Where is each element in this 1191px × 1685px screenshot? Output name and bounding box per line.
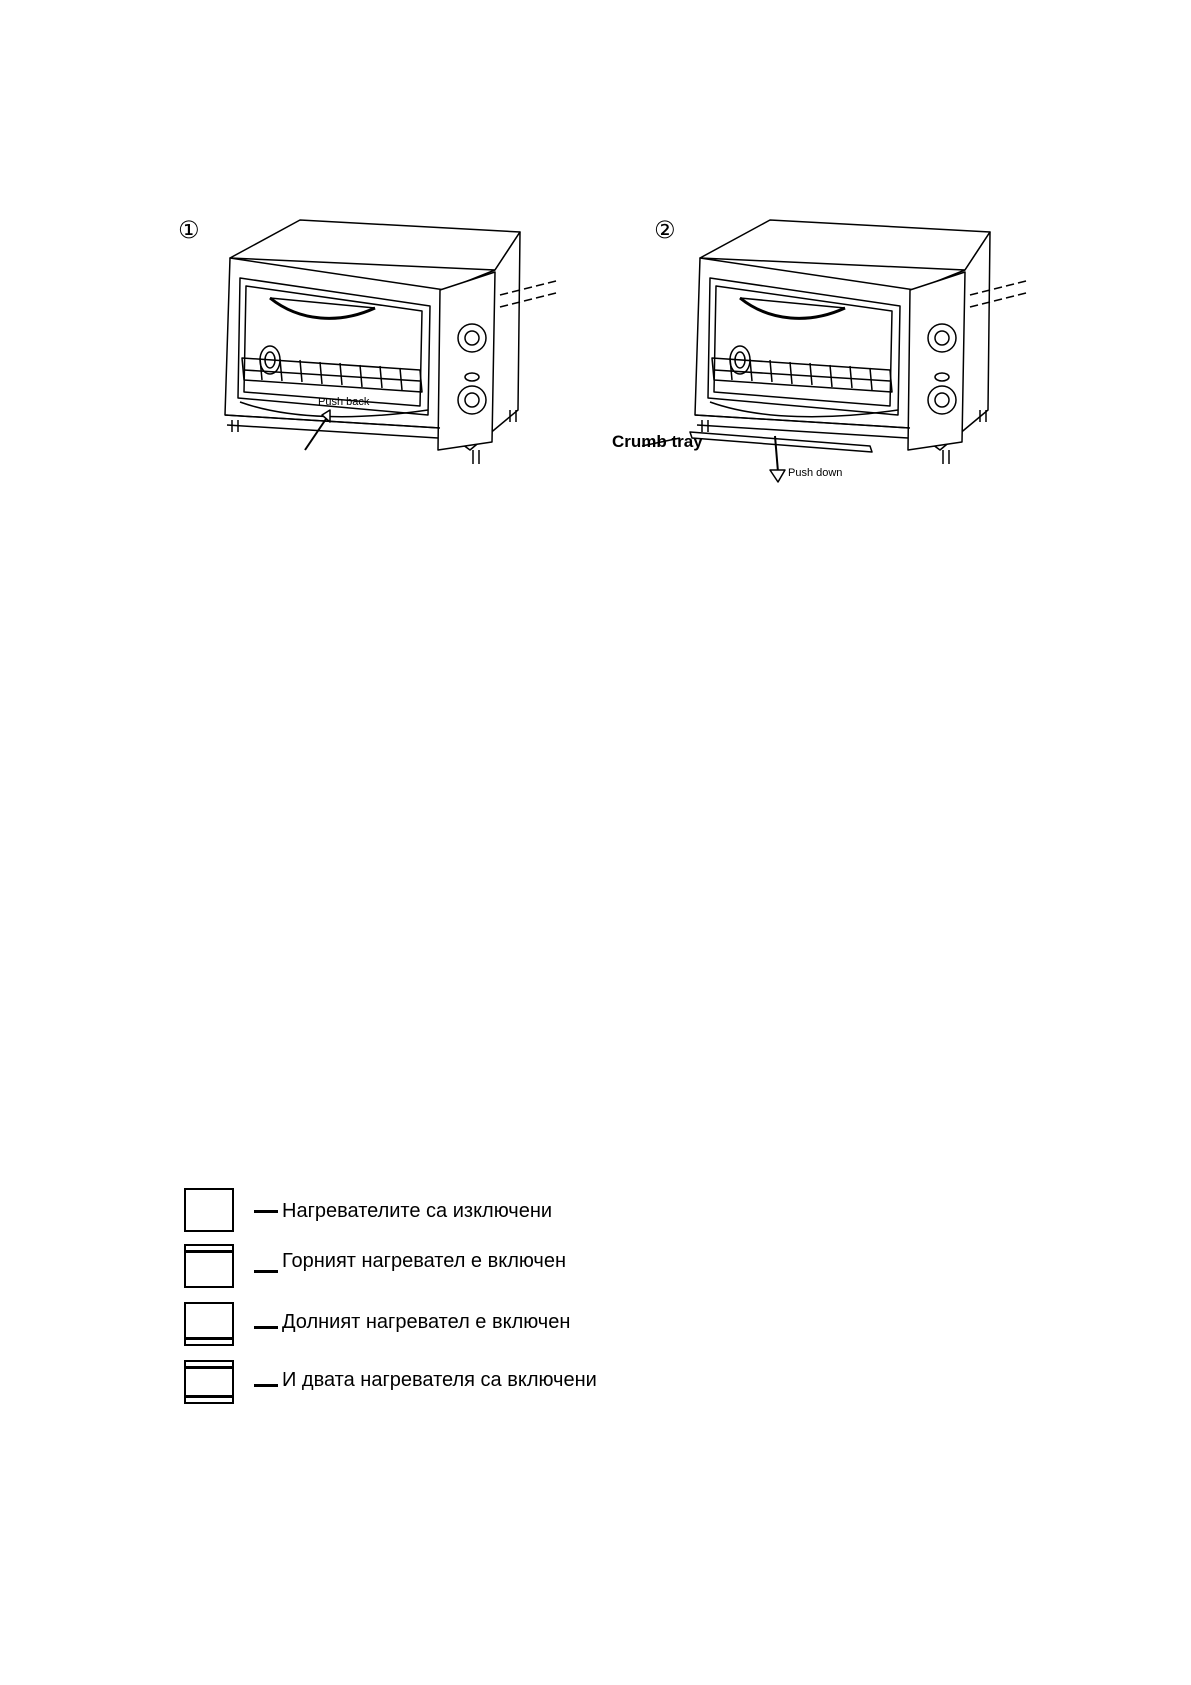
legend-dash (254, 1384, 278, 1387)
bottom-heater-on-icon (184, 1302, 234, 1346)
oven-figure-1 (170, 210, 570, 500)
toaster-oven-crumb-tray-illustration (610, 210, 1030, 500)
legend-text-top: Горният нагревател е включен (282, 1250, 567, 1272)
legend-row-bottom (184, 1302, 744, 1354)
push-down-label: Push down (788, 467, 843, 479)
step-number-2: ② (654, 216, 676, 244)
oven-figure-2 (610, 210, 1030, 500)
step-number-1: ① (178, 216, 200, 244)
toaster-oven-illustration (170, 210, 570, 500)
heaters-off-icon (184, 1188, 234, 1232)
legend-dash (254, 1210, 278, 1213)
top-heater-on-icon (184, 1244, 234, 1288)
push-back-label: Push back (318, 396, 370, 408)
legend-row-off (184, 1188, 744, 1240)
legend-dash (254, 1270, 278, 1273)
legend-row-both (184, 1360, 744, 1412)
legend-row-top (184, 1244, 744, 1296)
legend-dash (254, 1326, 278, 1329)
crumb-tray-label: Crumb tray (612, 432, 703, 451)
both-heaters-on-icon (184, 1360, 234, 1404)
legend-text-bottom: Долният нагревател е включен (282, 1311, 571, 1333)
legend-text-off: Нагревателите са изключени (282, 1200, 553, 1222)
legend-text-both: И двата нагревателя са включени (282, 1369, 597, 1391)
